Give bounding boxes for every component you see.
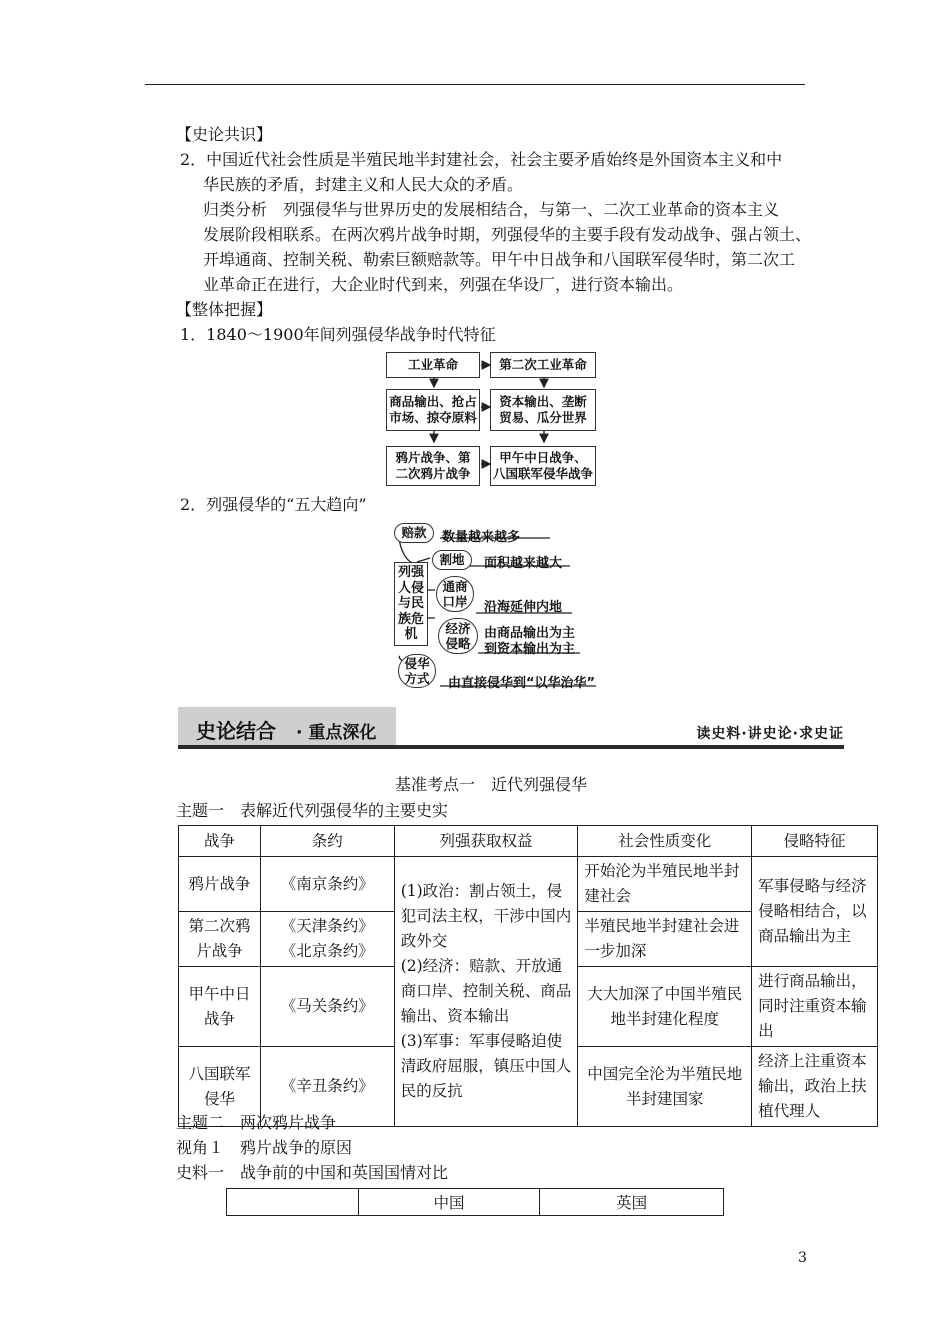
cell-war-text: 第二次鸦: [188, 917, 251, 935]
table-header: 侵略特征: [752, 826, 878, 857]
trends-center-box: [394, 562, 428, 646]
cell-war-text: 侵华: [203, 1089, 235, 1108]
cell-treaty-text: 《马关条约》: [280, 997, 374, 1015]
section-title: 史论结合: [196, 719, 276, 743]
flow-box-opium-wars: [386, 446, 480, 486]
cell-war-text: 甲午中日: [188, 984, 251, 1003]
section-subtitle: · 重点深化: [296, 723, 377, 743]
trend-tag-ports: [436, 576, 474, 612]
table-row: [179, 857, 878, 912]
flow-label: 鸦片战争、第: [395, 450, 471, 465]
cell-change: 开始沦为半殖民地半封建社会: [578, 857, 752, 912]
trend-tag-method: [398, 654, 436, 688]
section-banner-rule: [178, 745, 844, 749]
cell-war-text: 片战争: [196, 942, 243, 960]
flow-box-commodity-export: [386, 389, 480, 431]
header-rule: [145, 84, 805, 85]
trends-center-text: 列强: [397, 565, 424, 580]
trends-center-text: 与民: [397, 596, 424, 611]
trend-tag-text: 方式: [404, 671, 430, 686]
table-header: 社会性质变化: [578, 826, 752, 857]
cell-war: [179, 967, 261, 1047]
page-number: 3: [798, 1250, 807, 1266]
table-header: 中国: [358, 1189, 540, 1216]
cell-treaty-text: 《北京条约》: [280, 942, 374, 960]
trend-tag-text: 侵略: [445, 636, 471, 651]
analysis-line3: 开埠通商、控制关税、勒索巨额赔款等。甲午中日战争和八国联军侵华时，第二次工: [203, 250, 796, 269]
analysis-line2: 发展阶段相联系。在两次鸦片战争时期，列强侵华的主要手段有发动战争、强占领土、: [203, 225, 812, 244]
flow-label: 资本输出、垄断: [499, 394, 587, 409]
section-motto: 读史料·讲史论·求史证: [696, 726, 844, 742]
cell-war-text: 鸦片战争: [188, 874, 251, 893]
flow-box-sino-japanese-war: [490, 446, 596, 486]
trends-center-text: 人侵: [397, 580, 424, 596]
analysis-line4: 业革命正在进行，大企业时代到来，列强在华设厂，进行资本输出。: [203, 275, 684, 294]
trend-tag-indemnity: [394, 523, 434, 543]
flow-box-second-industrial-revolution: [490, 352, 596, 378]
trends-center-text: 机: [404, 627, 418, 642]
invasion-facts-table: [178, 825, 878, 1127]
trend-tag-text: 侵华: [404, 656, 430, 671]
cell-change: 半殖民地半封建社会进一步加深: [578, 912, 752, 967]
cell-treaty: [260, 912, 394, 967]
point-title: 基准考点一 近代列强侵华: [395, 775, 588, 794]
flow-box-industrial-revolution: [386, 352, 480, 378]
flow-label: 第二次工业革命: [499, 357, 587, 372]
trend-desc-economic-1: 由商品输出为主: [484, 626, 576, 641]
flow-label: 二次鸦片战争: [395, 466, 471, 481]
cell-treaty-text: 《天津条约》: [280, 917, 374, 935]
table-header-row: [179, 826, 878, 857]
trend-tag-text: 赔款: [401, 525, 427, 540]
cell-treaty: [260, 967, 394, 1047]
comparison-table: [226, 1188, 724, 1216]
trend-desc-method: 由直接侵华到“以华治华”: [448, 676, 596, 691]
trend-desc-ports: 沿海延伸内地: [484, 600, 563, 615]
flow-label: 市场、掠夺原料: [389, 410, 477, 425]
trend-tag-cession: [432, 550, 472, 570]
theme2-title: 主题二 两次鸦片战争: [176, 1113, 337, 1132]
cell-war: [179, 912, 261, 967]
trend-desc-cession: 面积越来越大: [484, 556, 563, 571]
trends-center-text: 族危: [397, 611, 424, 627]
cell-rights: (1)政治：割占领土，侵犯司法主权，干涉中国内政外交 (2)经济：赔款、开放通商口岸、控制关税、商品输出、资本输出 (3)军事：军事侵略迫使清政府屈服，镇压中国人民的反抗: [394, 857, 578, 1127]
flow-label: 工业革命: [407, 357, 458, 372]
cell-feature: 进行商品输出，同时注重资本输出: [752, 967, 878, 1047]
cell-treaty: [260, 857, 394, 912]
cell-war-text: 八国联军: [188, 1064, 251, 1083]
cell-change: 大大加深了中国半殖民地半封建化程度: [578, 967, 752, 1047]
trend-tag-text: 通商: [442, 579, 468, 594]
trend-tag-text: 经济: [445, 621, 471, 636]
cell-war-text: 战争: [203, 1009, 235, 1028]
table-header: 条约: [260, 826, 394, 857]
section-banner: [178, 707, 844, 747]
material-title: 史料一 战争前的中国和英国国情对比: [176, 1163, 449, 1182]
table-header: 列强获取权益: [394, 826, 578, 857]
consensus-p2-line2: 华民族的矛盾，封建主义和人民大众的矛盾。: [203, 175, 524, 194]
analysis-line1: 归类分析 列强侵华与世界历史的发展相结合，与第一、二次工业革命的资本主义: [203, 200, 780, 219]
trend-tag-economic: [438, 618, 478, 654]
trend-tag-text: 口岸: [442, 594, 468, 609]
table-header: 战争: [179, 826, 261, 857]
cell-treaty-text: 《辛丑条约》: [280, 1077, 374, 1095]
overall-heading: 【整体把握】: [176, 300, 273, 319]
overall-item2: 2．列强侵华的“五大趋向”: [180, 495, 367, 514]
consensus-p2-line1: 2．中国近代社会性质是半殖民地半封建社会，社会主要矛盾始终是外国资本主义和中: [180, 150, 783, 169]
flow-label: 甲午中日战争、: [499, 450, 587, 465]
theme1-title: 主题一 表解近代列强侵华的主要史实: [176, 801, 449, 820]
trend-tag-text: 割地: [439, 552, 465, 567]
cell-change: 中国完全沦为半殖民地半封建国家: [578, 1047, 752, 1127]
table-header: 英国: [540, 1189, 724, 1216]
table-header-row: [227, 1189, 724, 1216]
angle-title: 视角１ 鸦片战争的原因: [176, 1138, 353, 1157]
cell-feature: 军事侵略与经济侵略相结合，以商品输出为主: [752, 857, 878, 967]
consensus-heading: 【史论共识】: [176, 125, 273, 144]
table-header: [227, 1189, 359, 1216]
flow-box-capital-export: [490, 389, 596, 431]
cell-feature: 经济上注重资本输出，政治上扶植代理人: [752, 1047, 878, 1127]
cell-war: [179, 857, 261, 912]
trend-desc-economic-2: 到资本输出为主: [484, 642, 576, 657]
flow-label: 商品输出、抢占: [389, 394, 477, 409]
trend-desc-indemnity: 数量越来越多: [442, 530, 521, 545]
cell-treaty-text: 《南京条约》: [280, 874, 374, 893]
flow-label: 八国联军侵华战争: [492, 466, 593, 481]
flow-label: 贸易、瓜分世界: [499, 410, 587, 425]
overall-item1: 1．1840～1900年间列强侵华战争时代特征: [180, 325, 496, 344]
